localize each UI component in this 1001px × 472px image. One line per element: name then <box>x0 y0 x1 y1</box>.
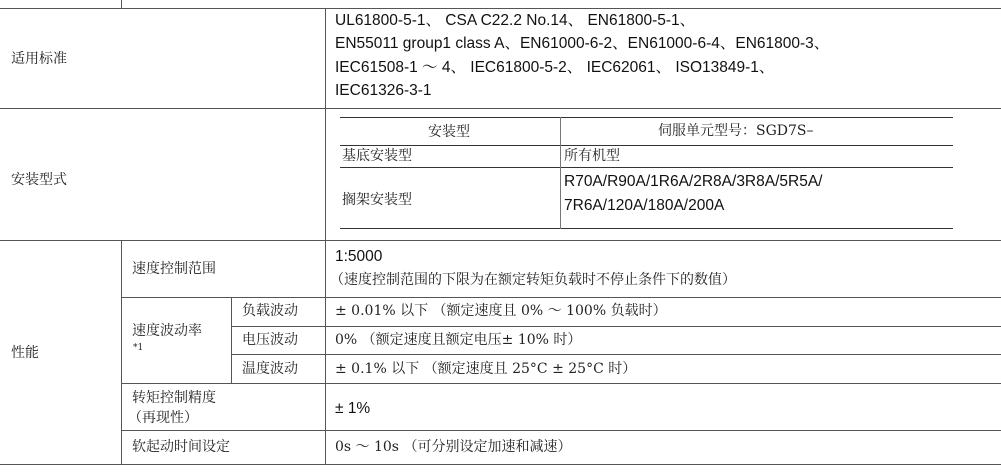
mounting-models-rack-1: R70A/R90A/1R6A/2R8A/3R8A/5R5A/ <box>564 173 823 190</box>
fluctuation-voltage-label: 电压波动 <box>242 332 298 348</box>
standards-line-3: IEC61508-1 ～ 4、 IEC61800-5-2、 IEC62061、 ISO13849-1、 <box>335 59 775 76</box>
fluctuation-temperature-label: 温度波动 <box>242 361 298 377</box>
row-divider-torque <box>121 430 1001 431</box>
fluctuation-load-label: 负载波动 <box>242 303 298 319</box>
performance-label: 性能 <box>11 345 39 361</box>
mounting-table-top <box>340 117 953 118</box>
row-divider-standards <box>0 108 1001 109</box>
row-divider-load <box>231 326 1001 327</box>
mounting-table <box>340 117 953 229</box>
mounting-table-col-divider <box>560 117 561 229</box>
speed-range-value: 1:5000 <box>335 248 383 265</box>
table-bottom-border <box>0 464 1001 465</box>
torque-accuracy-value: ± 1% <box>335 400 371 417</box>
fluctuation-temperature-value: ± 0.1% 以下 （额定速度且 25°C ± 25°C 时） <box>335 361 637 377</box>
mounting-models-base: 所有机型 <box>564 148 620 164</box>
top-stub-divider <box>121 0 122 8</box>
mounting-table-header-divider <box>340 145 953 146</box>
standards-label: 适用标准 <box>11 51 67 67</box>
mounting-table-bottom <box>340 228 953 229</box>
mounting-header-model: 伺服单元型号：SGD7S– <box>658 123 814 139</box>
row-divider-voltage <box>231 354 1001 355</box>
speed-range-label: 速度控制范围 <box>132 261 216 277</box>
standards-line-1: UL61800-5-1、 CSA C22.2 No.14、 EN61800-5-1、 <box>335 12 696 29</box>
mounting-label: 安装型式 <box>11 172 67 188</box>
speed-fluctuation-footnote: *1 <box>133 343 144 353</box>
fluctuation-load-value: ± 0.01% 以下 （额定速度且 0% ～ 100% 负载时） <box>335 303 667 319</box>
row-divider-top <box>0 8 1001 9</box>
mounting-type-base: 基底安装型 <box>342 148 412 164</box>
fluctuation-sub-divider <box>231 297 232 383</box>
mounting-models-rack-2: 7R6A/120A/180A/200A <box>564 197 725 214</box>
fluctuation-voltage-value: 0% （额定速度且额定电压± 10% 时） <box>335 332 582 348</box>
torque-accuracy-sublabel: （再现性） <box>128 410 198 426</box>
row-divider-fluctuation <box>121 383 1001 384</box>
soft-start-value: 0s ～ 10s （可分别设定加速和减速） <box>335 439 572 455</box>
mounting-table-row-divider <box>340 167 953 168</box>
label-column-divider <box>325 8 326 464</box>
mounting-type-rack: 搁架安装型 <box>342 192 412 208</box>
standards-line-4: IEC61326-3-1 <box>335 82 432 99</box>
soft-start-label: 软起动时间设定 <box>132 439 230 455</box>
row-divider-mounting <box>0 240 1001 241</box>
row-divider-speed-range <box>121 297 1001 298</box>
standards-line-2: EN55011 group1 class A、EN61000-6-2、EN61000-6-4、EN61800-3、 <box>335 35 830 52</box>
mounting-header-type: 安装型 <box>428 124 470 140</box>
speed-fluctuation-label: 速度波动率 <box>132 323 202 339</box>
speed-range-note: （速度控制范围的下限为在额定转矩负载时不停止条件下的数值） <box>330 272 736 288</box>
torque-accuracy-label: 转矩控制精度 <box>132 390 216 406</box>
